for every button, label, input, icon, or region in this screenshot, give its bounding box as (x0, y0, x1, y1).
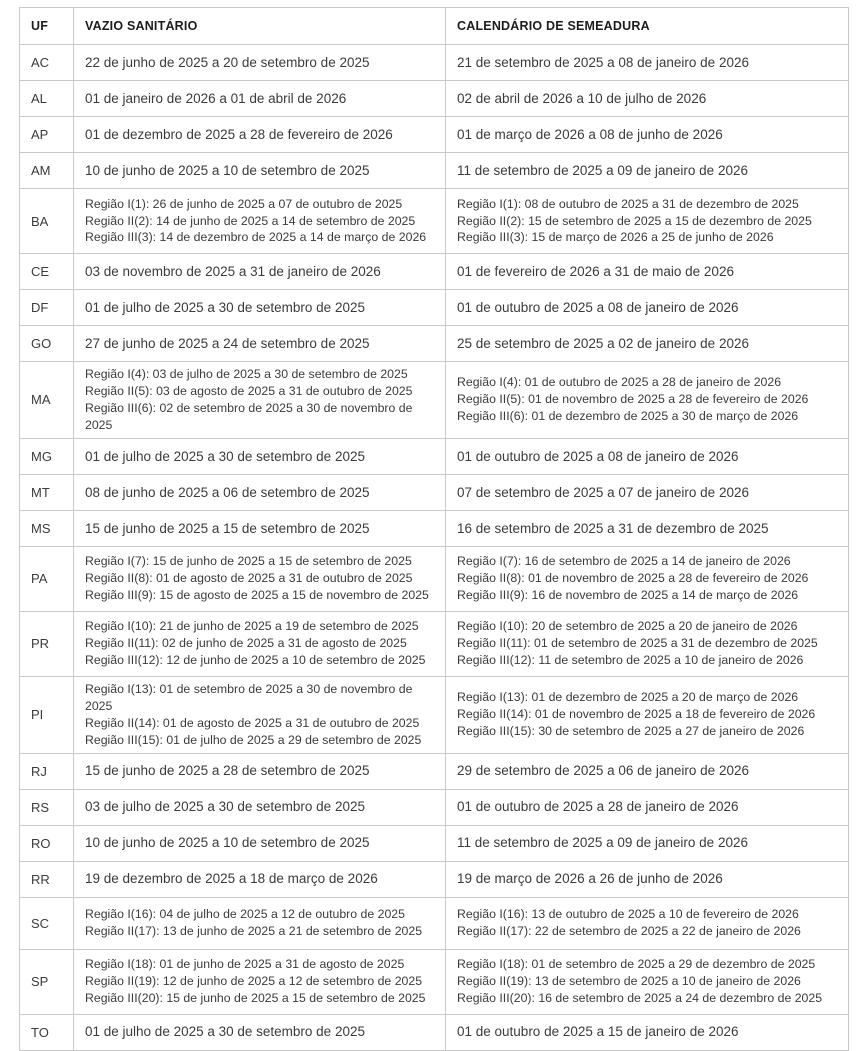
calendario-semeadura-cell (446, 81, 849, 117)
table-row (20, 510, 849, 546)
table-row (20, 81, 849, 117)
date-range-text: Região III(12): 12 de junho de 2025 a 10 de setembro de 2025 (85, 653, 426, 668)
uf-cell: PR (20, 611, 74, 676)
date-range-text: Região III(20): 15 de junho de 2025 a 15 de setembro de 2025 (85, 991, 426, 1006)
date-range-text: 01 de julho de 2025 a 30 de setembro de 2025 (85, 299, 365, 315)
date-range-text: Região II(8): 01 de agosto de 2025 a 31 de outubro de 2025 (85, 571, 413, 586)
vazio-sanitario-cell (74, 189, 446, 254)
date-range-text: 19 de dezembro de 2025 a 18 de março de 2026 (85, 871, 378, 887)
table-row (20, 861, 849, 897)
table-row (20, 546, 849, 611)
calendario-semeadura-cell (446, 326, 849, 362)
calendario-semeadura-cell (446, 510, 849, 546)
calendario-semeadura-cell (446, 153, 849, 189)
vazio-sanitario-cell (74, 1014, 446, 1050)
table-row (20, 254, 849, 290)
date-range-text: Região II(5): 01 de novembro de 2025 a 28 de fevereiro de 2026 (457, 392, 809, 407)
vazio-sanitario-cell (74, 254, 446, 290)
table-row (20, 676, 849, 753)
date-range-text: 29 de setembro de 2025 a 06 de janeiro de 2026 (457, 763, 749, 779)
date-range-text: Região III(15): 30 de setembro de 2025 a 27 de janeiro de 2026 (457, 724, 805, 739)
calendario-semeadura-cell (446, 897, 849, 949)
vazio-sanitario-cell (74, 153, 446, 189)
date-range-text: 01 de janeiro de 2026 a 01 de abril de 2026 (85, 90, 347, 106)
calendario-semeadura-cell (446, 861, 849, 897)
vazio-sanitario-cell (74, 825, 446, 861)
calendario-semeadura-cell (446, 45, 849, 81)
vazio-sanitario-cell (74, 789, 446, 825)
calendario-semeadura-cell (446, 546, 849, 611)
date-range-text: 15 de junho de 2025 a 28 de setembro de 2025 (85, 763, 370, 779)
date-range-text: 07 de setembro de 2025 a 07 de janeiro de 2026 (457, 484, 749, 500)
date-range-text: Região II(2): 14 de junho de 2025 a 14 de setembro de 2025 (85, 213, 416, 228)
date-range-text: Região I(10): 20 de setembro de 2025 a 20 de janeiro de 2026 (457, 619, 798, 634)
uf-cell: MS (20, 510, 74, 546)
date-range-text: 01 de julho de 2025 a 30 de setembro de 2025 (85, 1024, 365, 1040)
table-body (20, 45, 849, 1051)
vazio-sanitario-cell (74, 326, 446, 362)
vazio-sanitario-cell (74, 81, 446, 117)
date-range-text: 08 de junho de 2025 a 06 de setembro de 2025 (85, 484, 370, 500)
vazio-sanitario-cell (74, 510, 446, 546)
table-row (20, 611, 849, 676)
calendario-semeadura-cell (446, 789, 849, 825)
uf-cell: PI (20, 676, 74, 753)
date-range-text: 03 de novembro de 2025 a 31 de janeiro de 2026 (85, 263, 381, 279)
calendario-semeadura-cell (446, 117, 849, 153)
vazio-sanitario-cell (74, 290, 446, 326)
date-range-text: 03 de julho de 2025 a 30 de setembro de 2025 (85, 799, 365, 815)
date-range-text: Região I(4): 03 de julho de 2025 a 30 de setembro de 2025 (85, 367, 408, 381)
uf-cell: MT (20, 474, 74, 510)
uf-cell: DF (20, 290, 74, 326)
date-range-text: Região II(19): 12 de junho de 2025 a 12 de setembro de 2025 (85, 974, 423, 989)
date-range-text: 25 de setembro de 2025 a 02 de janeiro de 2026 (457, 335, 749, 351)
calendario-semeadura-cell (446, 362, 849, 439)
date-range-text: Região I(18): 01 de junho de 2025 a 31 de agosto de 2025 (85, 957, 405, 972)
calendario-semeadura-cell (446, 676, 849, 753)
vazio-sanitario-cell (74, 861, 446, 897)
date-range-text: 02 de abril de 2026 a 10 de julho de 2026 (457, 90, 707, 106)
date-range-text: Região III(20): 16 de setembro de 2025 a 24 de dezembro de 2025 (457, 991, 823, 1006)
table-row (20, 438, 849, 474)
date-range-text: 01 de março de 2026 a 08 de junho de 2026 (457, 126, 723, 142)
date-range-text: Região III(9): 16 de novembro de 2025 a 14 de março de 2026 (457, 588, 799, 603)
table-row (20, 753, 849, 789)
uf-cell: CE (20, 254, 74, 290)
calendario-semeadura-cell (446, 949, 849, 1014)
uf-cell: AC (20, 45, 74, 81)
vazio-sanitario-cell (74, 676, 446, 753)
calendario-semeadura-cell (446, 254, 849, 290)
vazio-sanitario-cell (74, 362, 446, 439)
uf-cell: TO (20, 1014, 74, 1050)
uf-cell: RO (20, 825, 74, 861)
table-row (20, 153, 849, 189)
date-range-text: 01 de dezembro de 2025 a 28 de fevereiro de 2026 (85, 126, 393, 142)
date-range-text: Região II(5): 03 de agosto de 2025 a 31 de outubro de 2025 (85, 383, 413, 398)
vazio-sanitario-cell (74, 949, 446, 1014)
vazio-sanitario-cell (74, 474, 446, 510)
date-range-text: Região I(7): 16 de setembro de 2025 a 14 de janeiro de 2026 (457, 554, 791, 569)
vazio-sanitario-cell (74, 438, 446, 474)
date-range-text: Região II(19): 13 de setembro de 2025 a 10 de janeiro de 2026 (457, 974, 801, 989)
date-range-text: Região I(1): 08 de outubro de 2025 a 31 de dezembro de 2025 (457, 196, 799, 211)
date-range-text: Região I(1): 26 de junho de 2025 a 07 de outubro de 2025 (85, 196, 403, 211)
uf-cell: GO (20, 326, 74, 362)
uf-cell: AP (20, 117, 74, 153)
date-range-text: Região III(6): 01 de dezembro de 2025 a 30 de março de 2026 (457, 409, 799, 424)
uf-cell: SC (20, 897, 74, 949)
column-header-vazio-sanitario: VAZIO SANITÁRIO (74, 8, 446, 45)
vazio-sanitario-cell (74, 897, 446, 949)
table-row (20, 326, 849, 362)
date-range-text: Região I(7): 15 de junho de 2025 a 15 de setembro de 2025 (85, 554, 412, 569)
date-range-text: 19 de março de 2026 a 26 de junho de 2026 (457, 871, 723, 887)
table-row (20, 1014, 849, 1050)
date-range-text: Região II(2): 15 de setembro de 2025 a 15 de dezembro de 2025 (457, 213, 812, 228)
date-range-text: Região I(13): 01 de dezembro de 2025 a 20 de março de 2026 (457, 690, 799, 705)
uf-cell: RJ (20, 753, 74, 789)
table-container (19, 7, 849, 1051)
date-range-text: Região II(11): 01 de setembro de 2025 a 31 de dezembro de 2025 (457, 636, 818, 651)
calendario-semeadura-cell (446, 474, 849, 510)
calendario-semeadura-cell (446, 438, 849, 474)
date-range-text: Região II(8): 01 de novembro de 2025 a 28 de fevereiro de 2026 (457, 571, 809, 586)
calendario-semeadura-cell (446, 1014, 849, 1050)
calendario-semeadura-cell (446, 753, 849, 789)
table-row (20, 789, 849, 825)
date-range-text: 27 de junho de 2025 a 24 de setembro de 2025 (85, 335, 370, 351)
date-range-text: Região III(9): 15 de agosto de 2025 a 15 de novembro de 2025 (85, 588, 429, 603)
column-header-calendario-semeadura: CALENDÁRIO DE SEMEADURA (446, 8, 849, 45)
date-range-text: 21 de setembro de 2025 a 08 de janeiro de 2026 (457, 54, 749, 70)
calendario-semeadura-cell (446, 189, 849, 254)
uf-cell: RS (20, 789, 74, 825)
date-range-text: 01 de outubro de 2025 a 15 de janeiro de 2026 (457, 1024, 739, 1040)
uf-cell: AM (20, 153, 74, 189)
date-range-text: Região II(14): 01 de novembro de 2025 a 18 de fevereiro de 2026 (457, 707, 816, 722)
date-range-text: Região I(16): 13 de outubro de 2025 a 10 de fevereiro de 2026 (457, 907, 799, 922)
date-range-text: Região III(15): 01 de julho de 2025 a 29 de setembro de 2025 (85, 732, 422, 747)
date-range-text: Região I(4): 01 de outubro de 2025 a 28 de janeiro de 2026 (457, 375, 782, 390)
table-row (20, 825, 849, 861)
vazio-sanitario-cell (74, 117, 446, 153)
date-range-text: Região III(3): 14 de dezembro de 2025 a 14 de março de 2026 (85, 230, 427, 245)
date-range-text: 11 de setembro de 2025 a 09 de janeiro de 2026 (457, 835, 748, 851)
uf-cell: PA (20, 546, 74, 611)
column-header-uf: UF (20, 8, 74, 45)
date-range-text: Região II(14): 01 de agosto de 2025 a 31 de outubro de 2025 (85, 715, 420, 730)
vazio-sanitario-cell (74, 611, 446, 676)
uf-cell: RR (20, 861, 74, 897)
date-range-text: 01 de outubro de 2025 a 28 de janeiro de 2026 (457, 799, 739, 815)
table-row (20, 45, 849, 81)
calendario-semeadura-cell (446, 611, 849, 676)
table-row (20, 949, 849, 1014)
vazio-sanitario-cell (74, 753, 446, 789)
date-range-text: Região I(18): 01 de setembro de 2025 a 29 de dezembro de 2025 (457, 957, 816, 972)
calendario-semeadura-cell (446, 825, 849, 861)
date-range-text: Região III(6): 02 de setembro de 2025 a 30 de novembro de 2025 (85, 400, 413, 432)
date-range-text: Região II(17): 22 de setembro de 2025 a 22 de janeiro de 2026 (457, 924, 801, 939)
date-range-text: Região I(16): 04 de julho de 2025 a 12 de outubro de 2025 (85, 907, 405, 922)
calendario-semeadura-cell (446, 290, 849, 326)
uf-cell: SP (20, 949, 74, 1014)
table-row (20, 189, 849, 254)
uf-cell: BA (20, 189, 74, 254)
date-range-text: 10 de junho de 2025 a 10 de setembro de 2025 (85, 835, 370, 851)
vazio-sanitario-cell (74, 45, 446, 81)
date-range-text: 11 de setembro de 2025 a 09 de janeiro de 2026 (457, 162, 748, 178)
date-range-text: 01 de outubro de 2025 a 08 de janeiro de 2026 (457, 299, 739, 315)
date-range-text: 01 de outubro de 2025 a 08 de janeiro de 2026 (457, 448, 739, 464)
table-header-row (20, 8, 849, 45)
table-row (20, 474, 849, 510)
uf-cell: MG (20, 438, 74, 474)
date-range-text: 22 de junho de 2025 a 20 de setembro de 2025 (85, 54, 370, 70)
vazio-sanitario-cell (74, 546, 446, 611)
uf-cell: MA (20, 362, 74, 439)
vazio-sanitario-calendario-table (19, 7, 849, 1051)
date-range-text: Região III(3): 15 de março de 2026 a 25 de junho de 2026 (457, 230, 774, 245)
date-range-text: Região I(10): 21 de junho de 2025 a 19 de setembro de 2025 (85, 619, 419, 634)
date-range-text: 15 de junho de 2025 a 15 de setembro de 2025 (85, 520, 370, 536)
date-range-text: 10 de junho de 2025 a 10 de setembro de 2025 (85, 162, 370, 178)
date-range-text: Região III(12): 11 de setembro de 2025 a 10 de janeiro de 2026 (457, 653, 804, 668)
date-range-text: Região II(11): 02 de junho de 2025 a 31 de agosto de 2025 (85, 636, 407, 651)
table-row (20, 897, 849, 949)
table-row (20, 117, 849, 153)
table-row (20, 362, 849, 439)
date-range-text: 01 de julho de 2025 a 30 de setembro de 2025 (85, 448, 365, 464)
date-range-text: Região I(13): 01 de setembro de 2025 a 30 de novembro de 2025 (85, 681, 413, 713)
uf-cell: AL (20, 81, 74, 117)
date-range-text: 01 de fevereiro de 2026 a 31 de maio de 2026 (457, 263, 734, 279)
table-row (20, 290, 849, 326)
date-range-text: 16 de setembro de 2025 a 31 de dezembro de 2025 (457, 520, 769, 536)
date-range-text: Região II(17): 13 de junho de 2025 a 21 de setembro de 2025 (85, 924, 423, 939)
